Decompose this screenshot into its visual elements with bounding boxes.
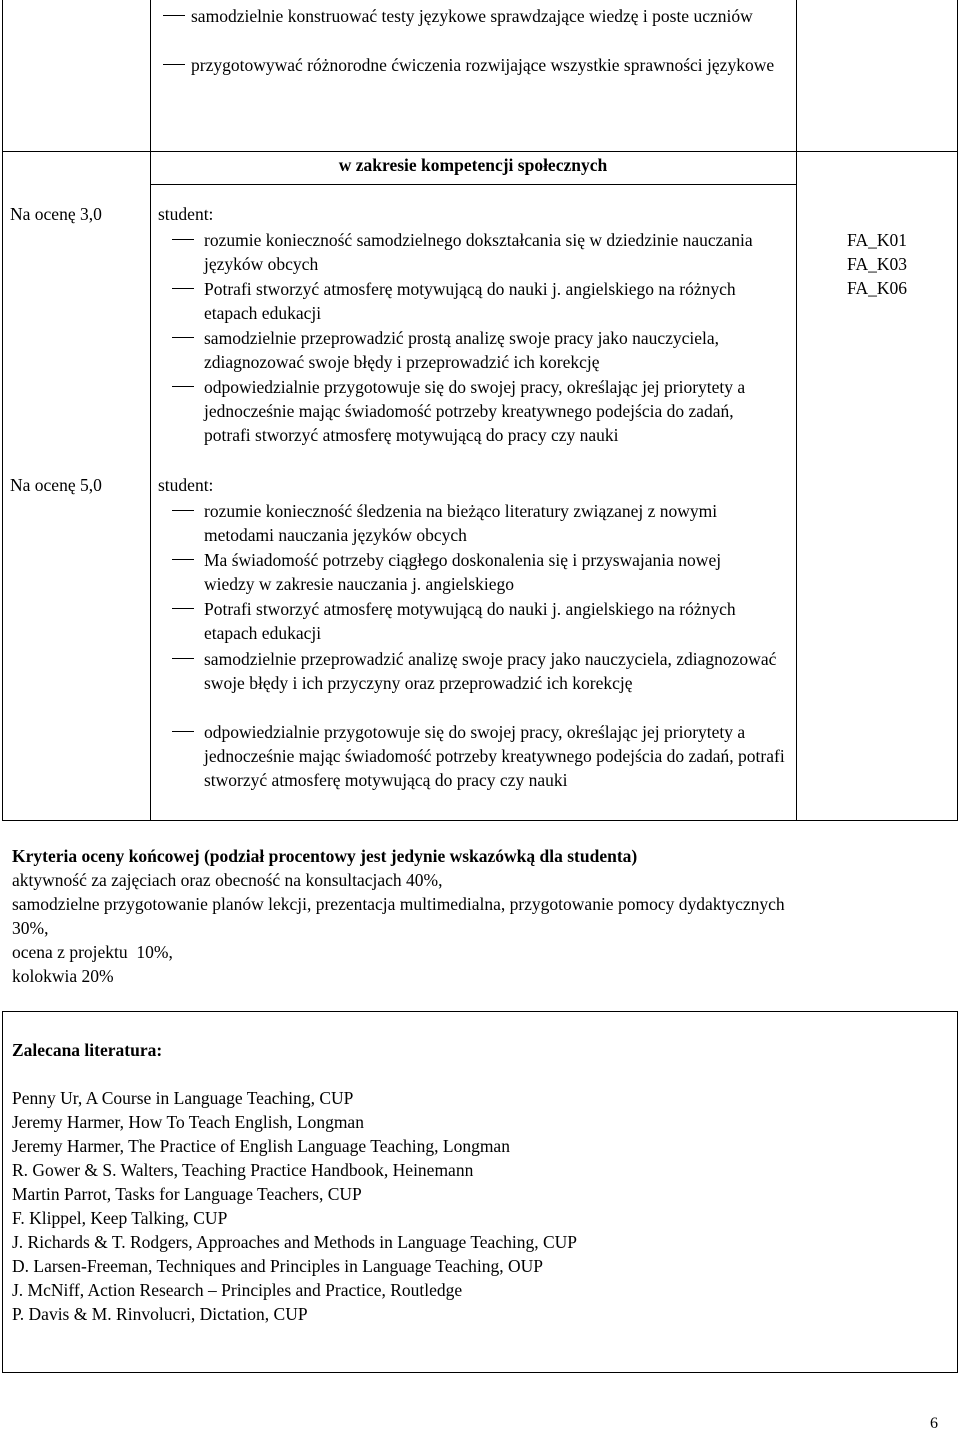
criteria-title: Kryteria oceny końcowej (podział procentowy jest jedynie wskazówką dla studenta)	[12, 846, 638, 866]
criteria-line: aktywność za zajęciach oraz obecność na konsultacjach 40%,	[12, 870, 443, 890]
criteria-line: samodzielne przygotowanie planów lekcji, prezentacja multimedialna, przygotowanie pomocy dydaktycznych	[12, 894, 785, 914]
section-header: w zakresie kompetencji społecznych	[338, 155, 608, 175]
criteria-line: kolokwia 20%	[12, 966, 114, 986]
literature-item: F. Klippel, Keep Talking, CUP	[12, 1208, 228, 1228]
literature-item: J. McNiff, Action Research – Principles and Practice, Routledge	[12, 1280, 463, 1300]
grade-3-student: student:	[158, 204, 214, 224]
criteria-line: ocena z projektu 10%,	[12, 942, 173, 962]
literature-item: P. Davis & M. Rinvolucri, Dictation, CUP	[12, 1304, 308, 1324]
literature-title: Zalecana literatura:	[12, 1040, 163, 1060]
effect-code: FA_K03	[847, 254, 907, 274]
literature-item: Penny Ur, A Course in Language Teaching, CUP	[12, 1088, 354, 1108]
grade-3-label: Na ocenę 3,0	[10, 204, 102, 224]
criteria-line: 30%,	[12, 918, 49, 938]
grade-5-label: Na ocenę 5,0	[10, 475, 102, 495]
literature-item: D. Larsen-Freeman, Techniques and Principles in Language Teaching, OUP	[12, 1256, 543, 1276]
page-number: 6	[930, 1415, 938, 1432]
effects-list	[797, 228, 957, 300]
literature-item: Jeremy Harmer, How To Teach English, Longman	[12, 1112, 364, 1132]
literature-item: J. Richards & T. Rodgers, Approaches and Methods in Language Teaching, CUP	[12, 1232, 577, 1252]
literature-section	[12, 1038, 942, 1326]
grade-5-student: student:	[158, 475, 214, 495]
literature-item: R. Gower & S. Walters, Teaching Practice Handbook, Heinemann	[12, 1160, 474, 1180]
literature-item: Jeremy Harmer, The Practice of English Language Teaching, Longman	[12, 1136, 510, 1156]
effect-code: FA_K06	[847, 278, 907, 298]
criteria-section	[12, 844, 952, 988]
effect-code: FA_K01	[847, 230, 907, 250]
literature-item: Martin Parrot, Tasks for Language Teachers, CUP	[12, 1184, 362, 1204]
